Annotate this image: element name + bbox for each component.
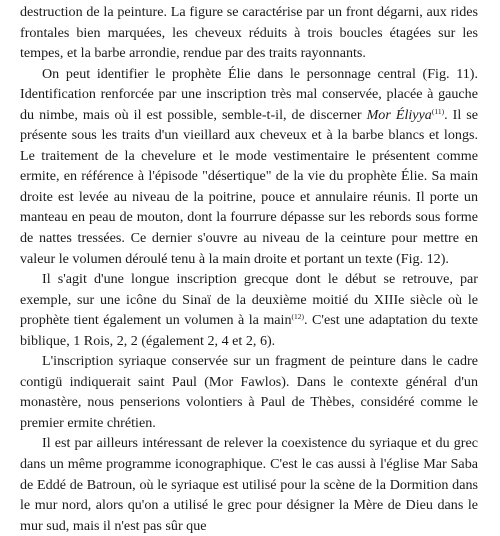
- footnote-marker: (11): [431, 106, 445, 116]
- text-run: L'inscription syriaque conservée sur un fragment de peinture dans le cadre contigü indiquerait saint Paul (Mor Fawlos). Dans le contexte général d'un monastère, nous penserions volontiers à Paul de Thèbes, considéré comme le premier ermite chrétien.: [20, 353, 478, 431]
- footnote-marker: (12): [291, 312, 305, 322]
- text-run: . C'est une adaptation du texte biblique, 1 Rois, 2, 2 (également 2, 4 et 2, 6).: [20, 312, 478, 349]
- text-run: Il est par ailleurs intéressant de relever la coexistence du syriaque et du grec dans un même programme iconographique. C'est le cas aussi à l'église Mar Saba de Eddé de Batroun, où le syriaque est utilisé pour la scène de la Dormition dans le mur nord, alors qu'on a utilisé le grec pour désigner la Mère de Dieu dans le mur sud, mais il n'est pas sûr que: [20, 435, 478, 534]
- paragraph: [20, 2, 478, 64]
- text-run: Il s'agit d'une longue inscription grecque dont le début se retrouve, par exemple, sur une icône du Sinaï de la deuxième moitié du XIIIe siècle où le prophète tient également un volumen à la main: [20, 271, 478, 329]
- paragraph: [20, 433, 478, 536]
- paragraph: [20, 351, 478, 433]
- text-run: destruction de la peinture. La figure se caractérise par un front dégarni, aux rides frontales bien marquées, les cheveux réduits à trois boucles étagées sur les tempes, et la barbe arrondie, rendue par des traits rayonnants.: [20, 4, 478, 62]
- italic-term: Mor Éliyya: [366, 106, 432, 123]
- text-body: [20, 2, 478, 536]
- text-run: . Il se présente sous les traits d'un vieillard aux cheveux et à la barbe blancs et longs. Le traitement de la chevelure et le mode vestimentaire le présentent comme ermite, en référence à l'épisode "désertique" de la vie du prophète Élie. Sa main droite est levée au niveau de la poitrine, pouce et annulaire réunis. Il porte un manteau en peau de mouton, dont la fourrure dépasse sur les rebords sous forme de nattes tressées. Ce dernier s'ouvre au niveau de la ceinture pour mettre en valeur le volumen déroulé tenu à la main droite et portant un texte (Fig. 12).: [20, 106, 479, 267]
- paragraph: [20, 269, 478, 351]
- text-run: On peut identifier le prophète Élie dans le personnage central (Fig. 11). Identification renforcée par une inscription très mal conservée, placée à gauche du nimbe, mais où il est possible, semble-t-il, de discerner: [20, 65, 478, 123]
- paragraph: [20, 64, 478, 269]
